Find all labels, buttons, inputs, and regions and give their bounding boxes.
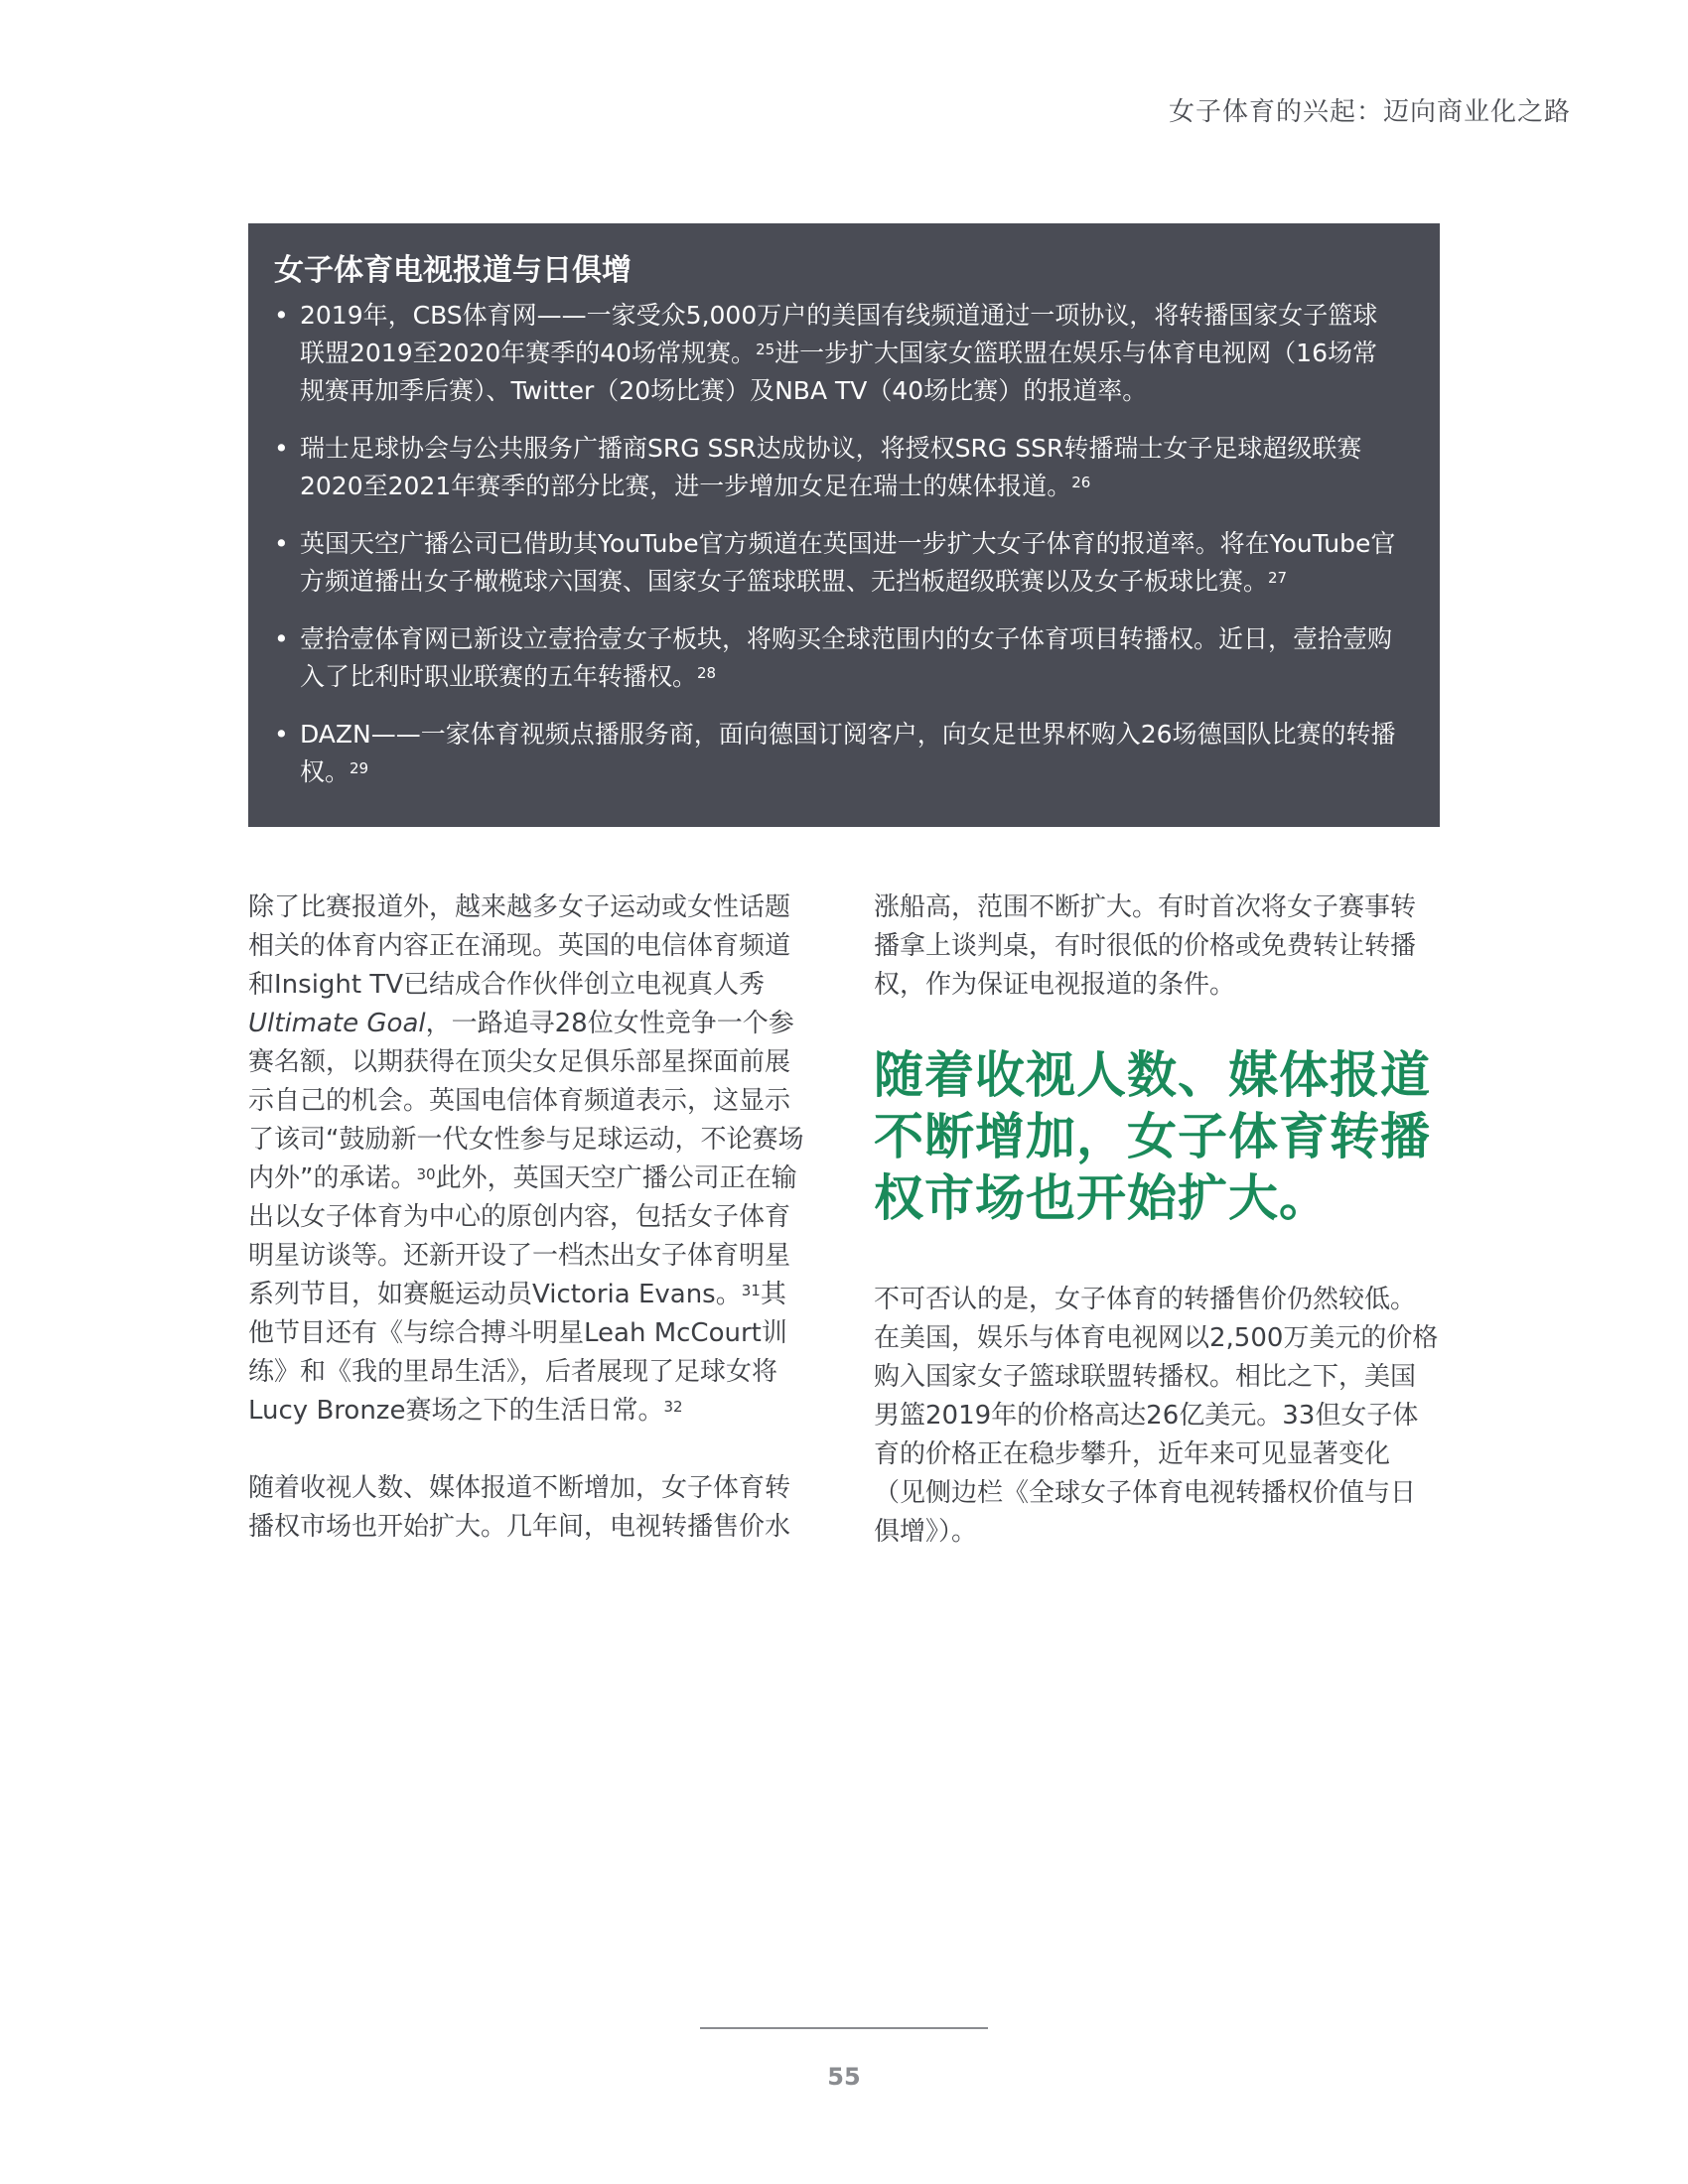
- footnote-ref: 29: [350, 759, 369, 777]
- sidebar-list-item: [274, 430, 1400, 505]
- sidebar-list-item: [274, 716, 1400, 791]
- footnote-ref: 27: [1268, 569, 1288, 587]
- paragraph-text: ，一路追寻28位女性竞争一个参赛名额，以期获得在顶尖女足俱乐部星探面前展示自己的机会。英国电信体育频道表示，这显示了该司“鼓励新一代女性参与足球运动，不论赛场内外”的承诺。: [248, 1009, 804, 1193]
- page-number: 55: [827, 2063, 861, 2091]
- paragraph-text: 此外，英国天空广播公司正在输出以女子体育为中心的原创内容，包括女子体育明星访谈等。还新开设了一档杰出女子体育明星系列节目，如赛艇运动员Victoria Evans。: [248, 1163, 797, 1309]
- bullet-icon: •: [274, 434, 289, 463]
- sidebar-box: [248, 223, 1440, 827]
- bullet-icon: •: [274, 624, 289, 653]
- sidebar-item-text: 壹拾壹体育网已新设立壹拾壹女子板块，将购买全球范围内的女子体育项目转播权。近日，壹拾壹购入了比利时职业联赛的五年转播权。: [300, 624, 1393, 691]
- footnote-ref: 31: [741, 1282, 761, 1299]
- footnote-ref: 26: [1071, 474, 1091, 491]
- sidebar-item-text: 英国天空广播公司已借助其YouTube官方频道在英国进一步扩大女子体育的报道率。将在YouTube官方频道播出女子橄榄球六国赛、国家女子篮球联盟、无挡板超级联赛以及女子板球比赛。: [300, 529, 1396, 596]
- footnote-ref: 25: [756, 341, 775, 358]
- body-paragraph: [248, 888, 809, 1431]
- running-header: 女子体育的兴起：迈向商业化之路: [1168, 97, 1571, 127]
- sidebar-item-text: 2019年，CBS体育网——一家受众5,000万户的美国有线频道通过一项协议，将转播国家女子篮球联盟2019至2020年赛季的40场常规赛。: [300, 301, 1378, 367]
- body-paragraph: 涨船高，范围不断扩大。有时首次将女子赛事转播拿上谈判桌，有时很低的价格或免费转让转播权，作为保证电视报道的条件。: [874, 892, 1417, 1000]
- sidebar-list-item: [274, 297, 1400, 410]
- left-column: [248, 888, 809, 1547]
- bullet-icon: •: [274, 529, 289, 558]
- footnote-ref: 32: [663, 1398, 683, 1416]
- sidebar-list-item: [274, 525, 1400, 601]
- body-paragraph: 随着收视人数、媒体报道不断增加，女子体育转播权市场也开始扩大。几年间，电视转播售价水: [248, 1473, 791, 1542]
- sidebar-item-text: DAZN——一家体育视频点播服务商，面向德国订阅客户，向女足世界杯购入26场德国队比赛的转播权。: [300, 720, 1396, 786]
- sidebar-list: [274, 297, 1400, 791]
- bullet-icon: •: [274, 301, 289, 330]
- pull-quote: 随着收视人数、媒体报道不断增加，女子体育转播权市场也开始扩大。: [874, 1046, 1431, 1227]
- footnote-ref: 28: [697, 664, 717, 682]
- footnote-ref: 30: [416, 1165, 436, 1183]
- sidebar-item-text-continued: 进一步扩大国家女篮联盟在娱乐与体育电视网（16场常规赛再加季后赛）、Twitter（20场比赛）及NBA TV（40场比赛）的报道率。: [300, 339, 1377, 405]
- paragraph-text: 其他节目还有《与综合搏斗明星Leah McCourt训练》和《我的里昂生活》，后者展现了足球女将Lucy Bronze赛场之下的生活日常。: [248, 1280, 787, 1426]
- show-title: Ultimate Goal: [248, 1009, 426, 1038]
- footer-divider: [700, 2027, 988, 2029]
- right-column: [874, 888, 1440, 1552]
- sidebar-list-item: [274, 620, 1400, 696]
- sidebar-title: 女子体育电视报道与日俱增: [274, 253, 632, 288]
- bullet-icon: •: [274, 720, 289, 749]
- sidebar-item-text: 瑞士足球协会与公共服务广播商SRG SSR达成协议，将授权SRG SSR转播瑞士女子足球超级联赛2020至2021年赛季的部分比赛，进一步增加女足在瑞士的媒体报道。: [300, 434, 1362, 500]
- body-paragraph: 不可否认的是，女子体育的转播售价仍然较低。在美国，娱乐与体育电视网以2,500万美元的价格购入国家女子篮球联盟转播权。相比之下，美国男篮2019年的价格高达26亿美元。33但女子体育的价格正在稳步攀升，近年来可见显著变化（见侧边栏《全球女子体育电视转播权价值与日俱增》）。: [874, 1285, 1439, 1547]
- paragraph-text: 除了比赛报道外，越来越多女子运动或女性话题相关的体育内容正在涌现。英国的电信体育频道和Insight TV已结成合作伙伴创立电视真人秀: [248, 892, 791, 1000]
